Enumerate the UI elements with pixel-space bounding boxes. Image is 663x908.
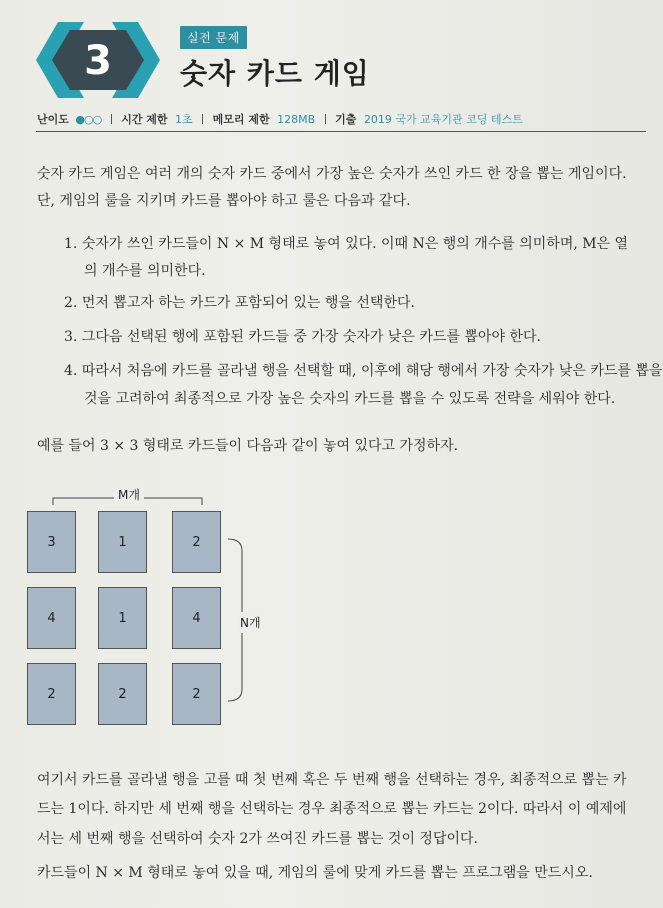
card-r3-c3: 2 bbox=[172, 663, 221, 725]
source-label: 기출 bbox=[335, 113, 357, 126]
rule-2: 2. 먼저 뽑고자 하는 카드가 포함되어 있는 행을 선택한다. bbox=[64, 295, 415, 311]
card-r3-c2: 2 bbox=[98, 663, 147, 725]
card-r1-c1: 3 bbox=[27, 511, 76, 573]
explanation-line-3: 서는 세 번째 행을 선택하여 숫자 2가 쓰여진 카드를 뽑는 것이 정답이다. bbox=[37, 831, 478, 847]
explanation-line-2: 드는 1이다. 하지만 세 번째 행을 선택하는 경우 최종적으로 뽑는 카드는 2이다. 따라서 이 예제에 bbox=[37, 801, 627, 817]
memory-limit-label: 메모리 제한 bbox=[212, 113, 270, 126]
card-r3-c1: 2 bbox=[27, 663, 76, 725]
example-intro: 예를 들어 3 × 3 형태로 카드들이 다음과 같이 놓여 있다고 가정하자. bbox=[37, 438, 459, 454]
card-r2-c3: 4 bbox=[172, 587, 221, 649]
problem-number-logo bbox=[36, 22, 160, 98]
card-r2-c1: 4 bbox=[27, 587, 76, 649]
source-value: 2019 국가 교육기관 코딩 테스트 bbox=[363, 113, 523, 126]
n-label: N개 bbox=[238, 612, 263, 633]
problem-number: 3 bbox=[84, 38, 112, 84]
time-limit-label: 시간 제한 bbox=[121, 113, 168, 126]
rule-4-cont: 것을 고려하여 최종적으로 가장 높은 숫자의 카드를 뽑을 수 있도록 전략을 세워야 한다. bbox=[84, 391, 616, 407]
section-tag: 실전 문제 bbox=[180, 26, 247, 49]
difficulty-dots: ●○○ bbox=[75, 113, 102, 126]
intro-line-1: 숫자 카드 게임은 여러 개의 숫자 카드 중에서 가장 높은 숫자가 쓰인 카드 한 장을 뽑는 게임이다. bbox=[37, 166, 627, 182]
explanation-line-1: 여기서 카드를 골라낼 행을 고를 때 첫 번째 혹은 두 번째 행을 선택하는 경우, 최종적으로 뽑는 카 bbox=[37, 772, 627, 788]
rule-1: 1. 숫자가 쓰인 카드들이 N × M 형태로 놓여 있다. 이때 N은 행의 개수를 의미하며, M은 열 bbox=[64, 236, 629, 252]
card-r2-c2: 1 bbox=[98, 587, 147, 649]
m-label: M개 bbox=[114, 486, 144, 503]
header-divider bbox=[36, 131, 646, 132]
rule-3: 3. 그다음 선택된 행에 포함된 카드들 중 가장 숫자가 낮은 카드를 뽑아야 한다. bbox=[64, 329, 541, 345]
card-r1-c3: 2 bbox=[172, 511, 221, 573]
time-limit-value: 1초 bbox=[175, 113, 193, 126]
task-statement: 카드들이 N × M 형태로 놓여 있을 때, 게임의 룰에 맞게 카드를 뽑는 프로그램을 만드시오. bbox=[37, 865, 593, 881]
rule-4: 4. 따라서 처음에 카드를 골라낼 행을 선택할 때, 이후에 해당 행에서 가장 숫자가 낮은 카드를 뽑을 bbox=[64, 363, 663, 379]
intro-line-2: 단, 게임의 룰을 지키며 카드를 뽑아야 하고 룰은 다음과 같다. bbox=[37, 193, 411, 209]
problem-meta bbox=[37, 111, 523, 127]
card-r1-c2: 1 bbox=[98, 511, 147, 573]
problem-title: 숫자 카드 게임 bbox=[180, 57, 370, 90]
memory-limit-value: 128MB bbox=[277, 113, 316, 126]
rule-1-cont: 의 개수를 의미한다. bbox=[84, 263, 206, 279]
difficulty-label: 난이도 bbox=[37, 113, 69, 126]
